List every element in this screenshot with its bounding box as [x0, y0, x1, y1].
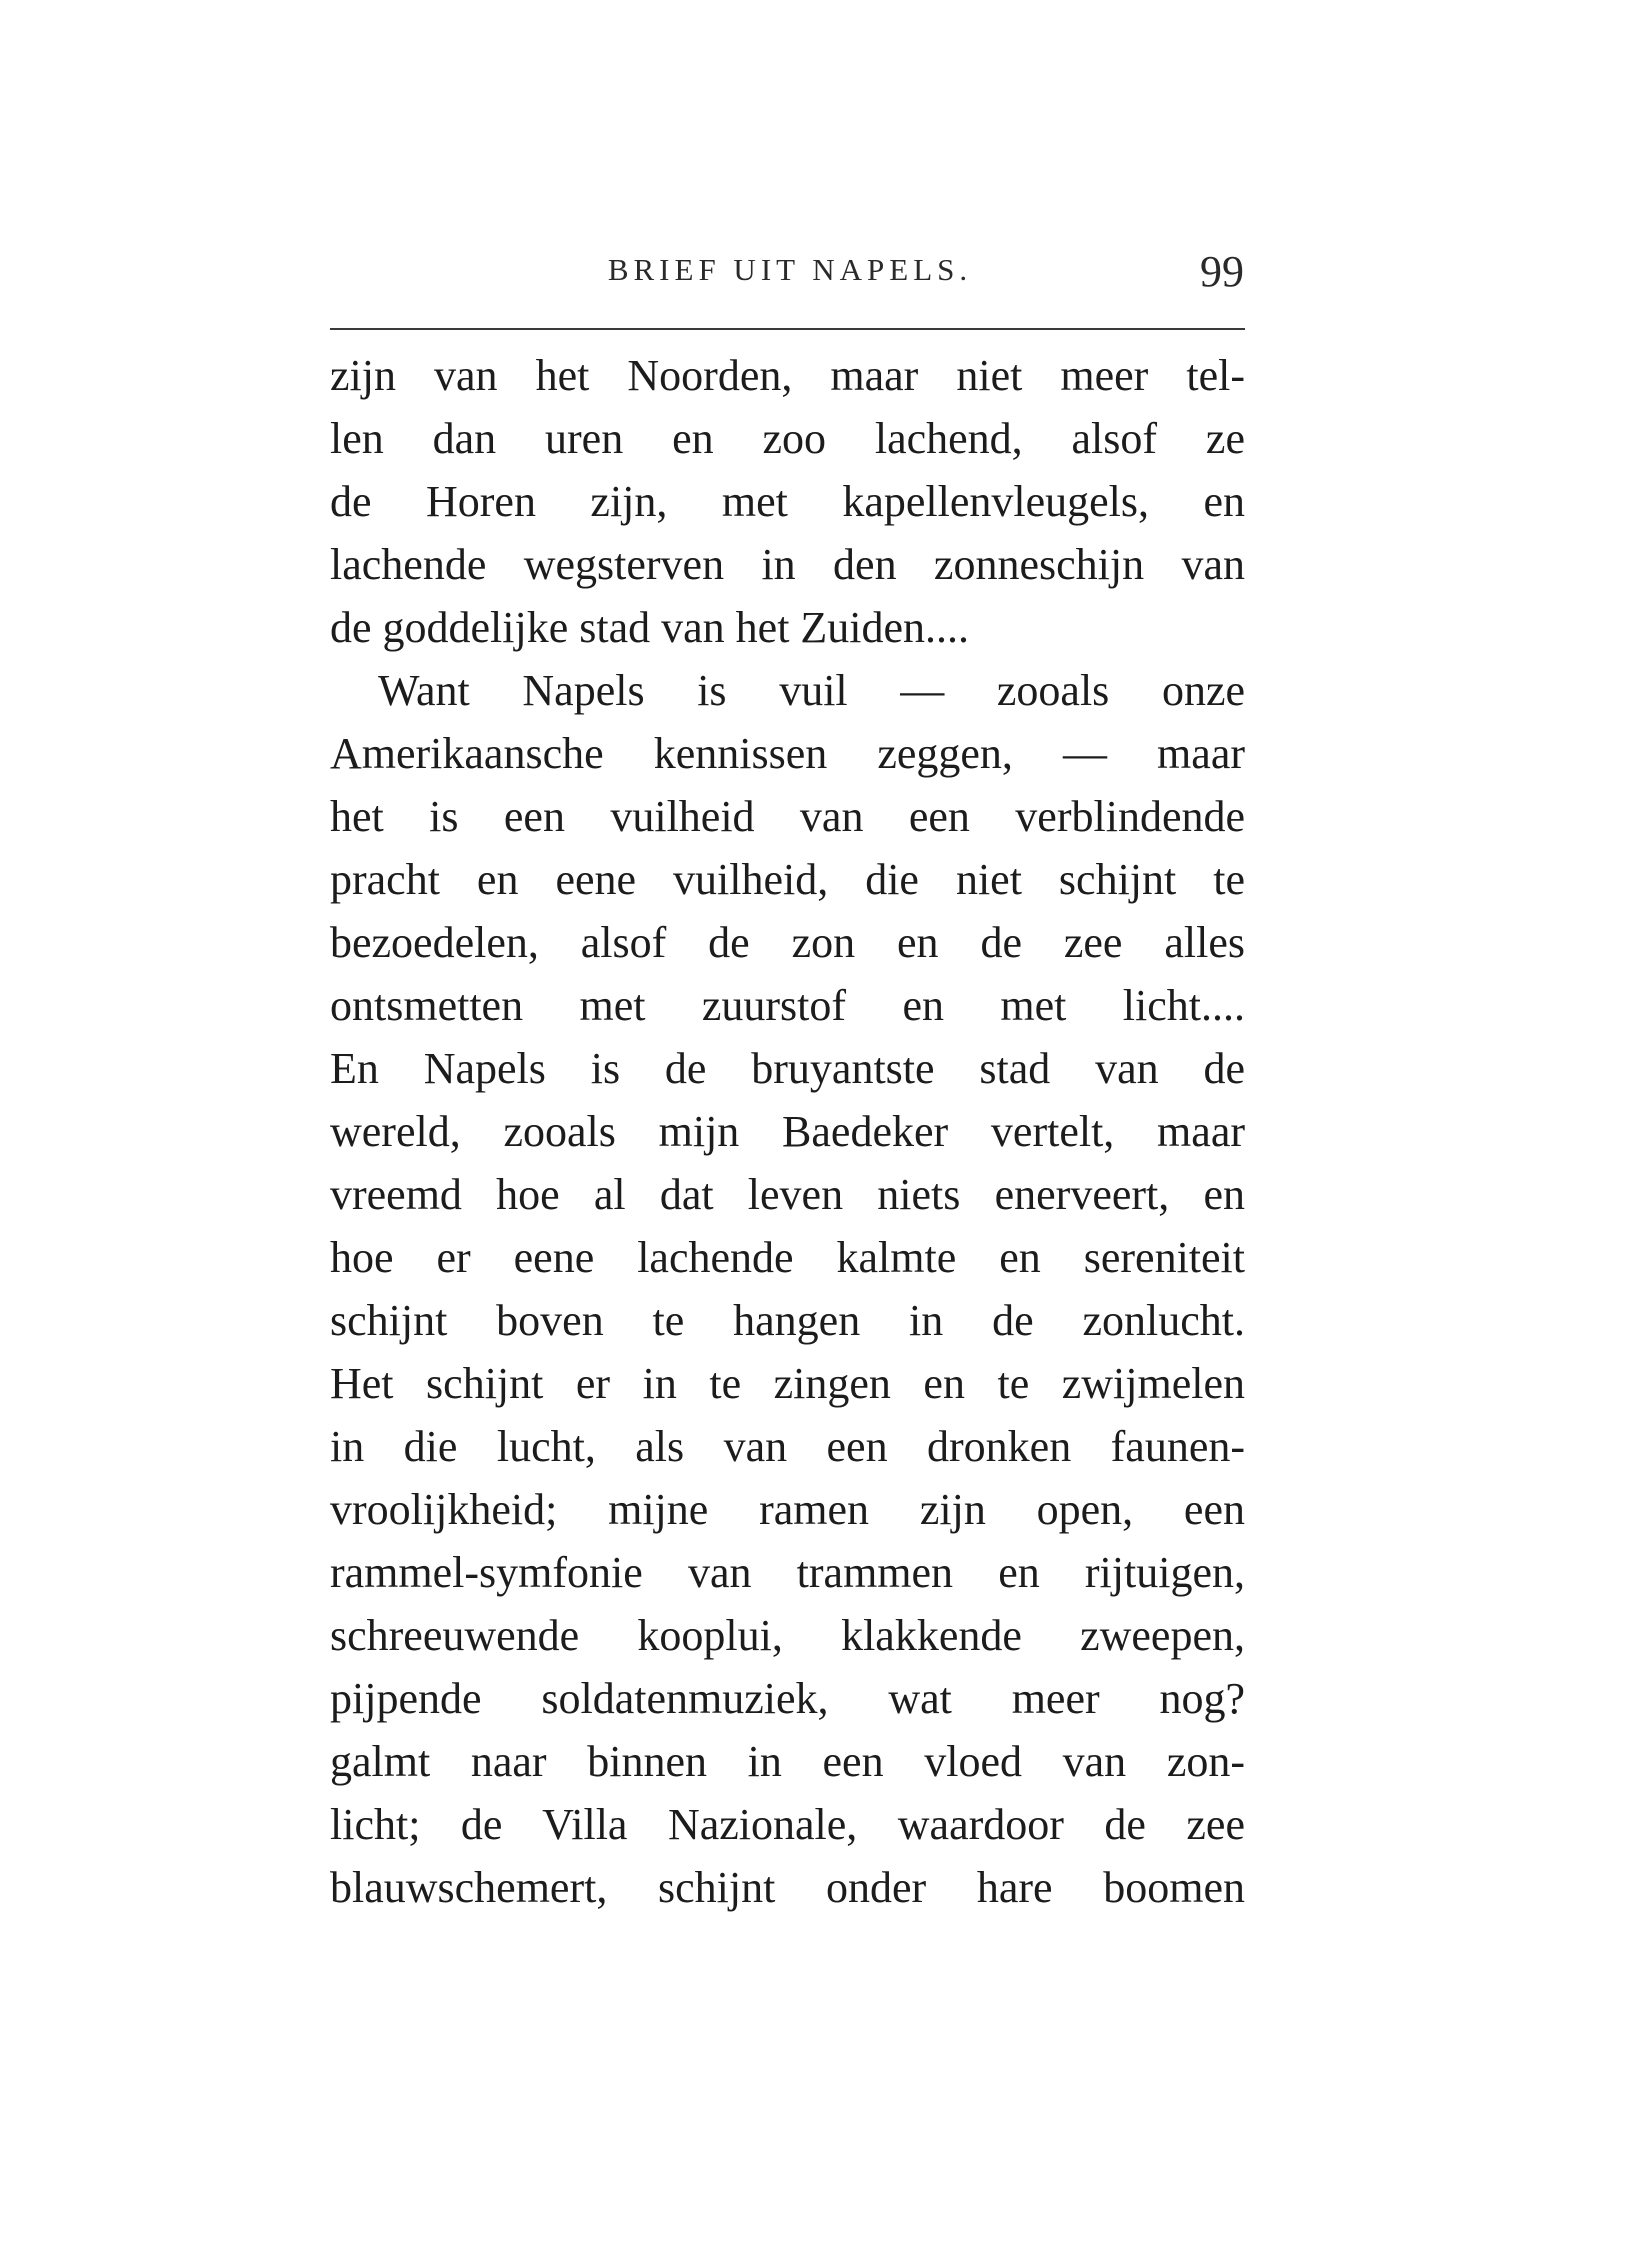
text-line: lachende wegsterven in den zonneschijn van [330, 540, 1245, 589]
text-line: pijpende soldatenmuziek, wat meer nog? [330, 1674, 1245, 1723]
text-line: Het schijnt er in te zingen en te zwijmelen [330, 1359, 1245, 1408]
text-line: rammel-symfonie van trammen en rijtuigen, [330, 1548, 1245, 1597]
text-line: Amerikaansche kennissen zeggen, — maar [330, 729, 1245, 778]
text-line: len dan uren en zoo lachend, alsof ze [330, 414, 1245, 463]
text-line: pracht en eene vuilheid, die niet schijnt te [330, 855, 1245, 904]
text-line: hoe er eene lachende kalmte en sereniteit [330, 1233, 1245, 1282]
text-line: wereld, zooals mijn Baedeker vertelt, maar [330, 1107, 1245, 1156]
text-line: het is een vuilheid van een verblindende [330, 792, 1245, 841]
body-text [330, 344, 1245, 1919]
text-line: bezoedelen, alsof de zon en de zee alles [330, 918, 1245, 967]
running-head [330, 246, 1250, 306]
text-line: ontsmetten met zuurstof en met licht.... [330, 981, 1245, 1030]
text-line: blauwschemert, schijnt onder hare boomen [330, 1863, 1245, 1912]
text-line: schreeuwende kooplui, klakkende zweepen, [330, 1611, 1245, 1660]
text-line: zijn van het Noorden, maar niet meer tel- [330, 351, 1245, 400]
text-line: in die lucht, als van een dronken faunen- [330, 1422, 1245, 1471]
text-line: Want Napels is vuil — zooals onze [378, 666, 1245, 715]
page-number: 99 [1200, 247, 1244, 296]
text-line: de Horen zijn, met kapellenvleugels, en [330, 477, 1245, 526]
text-line: vreemd hoe al dat leven niets enerveert, en [330, 1170, 1245, 1219]
text-line: galmt naar binnen in een vloed van zon- [330, 1737, 1245, 1786]
text-line: licht; de Villa Nazionale, waardoor de zee [330, 1800, 1245, 1849]
text-line: vroolijkheid; mijne ramen zijn open, een [330, 1485, 1245, 1534]
header-rule [330, 328, 1245, 330]
text-line: En Napels is de bruyantste stad van de [330, 1044, 1245, 1093]
text-line: de goddelijke stad van het Zuiden.... [330, 603, 970, 652]
running-title: BRIEF UIT NAPELS. [607, 252, 973, 287]
text-line: schijnt boven te hangen in de zonlucht. [330, 1296, 1245, 1345]
